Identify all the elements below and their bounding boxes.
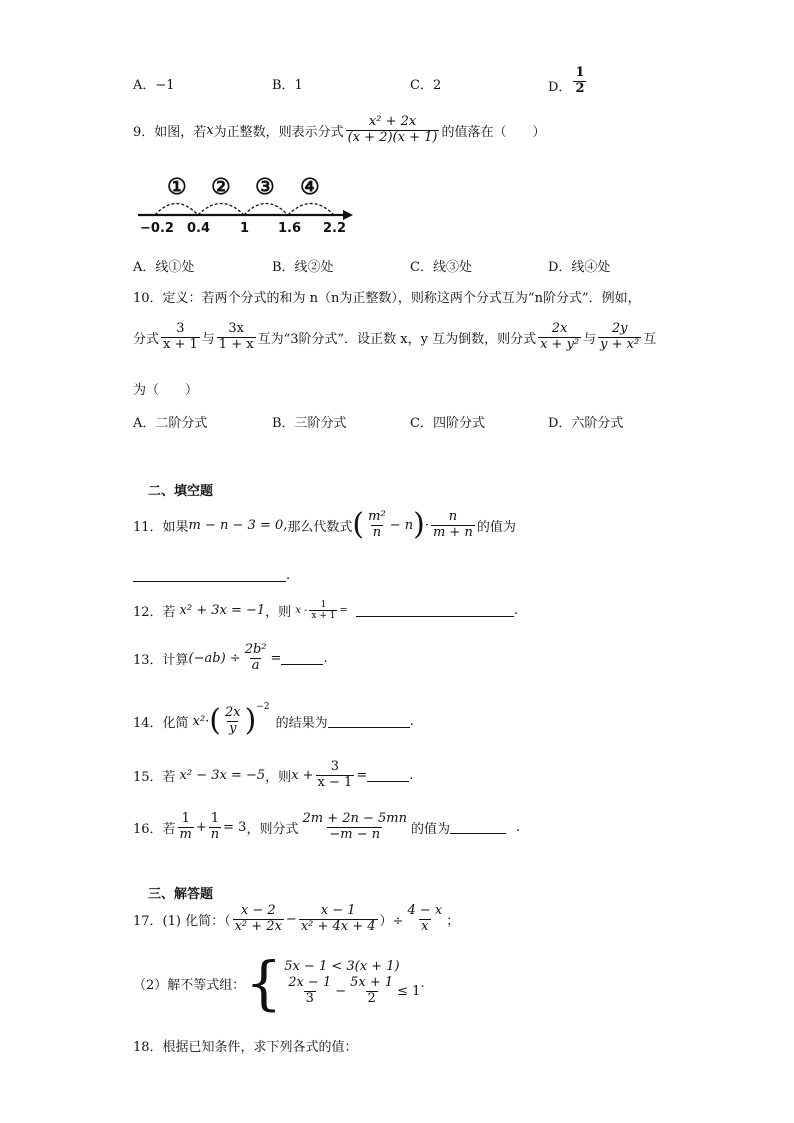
q12-question: 12．若 x² + 3x = −1 ，则 x - $\frac{1}{x + 1}$ = .	[133, 600, 518, 622]
q9-option-d: D．线④处	[548, 260, 611, 275]
q9-option-b: B．线②处	[272, 260, 334, 275]
inequality-system: 5x − 1 < 3(x + 1) $\frac{2x - 1}{3}$ − $\frac{5x + 1}{2}$ ≤ 1	[284, 959, 421, 1006]
circle-label-2: ②	[211, 174, 231, 200]
q8-d-fraction: $\frac{1}{2}$	[575, 65, 585, 96]
q11-question: 11．如果 m − n − 3 = 0, 那么代数式 ( $\frac{\text{m²}}{n}$ − n ) · $\frac{n}{m + n}$ 的值为	[133, 507, 516, 543]
q10-line-3: 为（ ）	[133, 383, 199, 398]
arc-2	[198, 204, 244, 216]
axis-arrow	[343, 210, 353, 220]
q11-answer-line: .	[133, 568, 290, 583]
q13-question: 13．计算 (−ab) ÷ $\frac{\text{2b²}}{a}$ = .	[133, 642, 328, 673]
q10-option-c: C．四阶分式	[410, 416, 485, 431]
q14-question: 14．化简 x²· ( $\frac{2x}{y}$ ) −2 的结果为 .	[133, 702, 414, 739]
arc-4	[288, 204, 334, 216]
number-line-figure	[133, 172, 358, 242]
q8-option-c: C．2	[410, 78, 442, 93]
q10-option-d: D．六阶分式	[548, 416, 624, 431]
q10-option-a: A．二阶分式	[133, 416, 208, 431]
q9-question: 9．如图，若 x 为正整数，则表示分式 $\frac{\text{x² + 2x}}{(x + 2)(x + 1)}$ 的值落在（ ）	[133, 114, 546, 145]
system-brace: {	[245, 949, 283, 1017]
q17-part-2: （2）解不等式组： { 5x − 1 < 3(x + 1) $\frac{2x - 1}{3}$ − $\frac{5x + 1}{2}$ ≤ 1 .	[133, 949, 425, 1017]
q8-option-a: A．−1	[133, 78, 175, 93]
tick-label: 0.4	[187, 221, 211, 236]
circle-label-4: ④	[300, 174, 320, 200]
q12-answer-blank[interactable]	[356, 604, 514, 617]
circle-label-1: ①	[167, 174, 187, 200]
q10-option-b: B．三阶分式	[272, 416, 347, 431]
arc-3	[244, 204, 288, 216]
q9-option-c: C．线③处	[410, 260, 472, 275]
q10-line-1: 10．定义：若两个分式的和为 n（n为正整数），则称这两个分式互为“n阶分式”．例如，	[133, 291, 641, 306]
q9-option-a: A．线①处	[133, 260, 195, 275]
tick-label: 2.2	[323, 221, 347, 236]
q15-question: 15．若 x² − 3x = −5 ，则 x + $\frac{3}{x - 1}$ = .	[133, 759, 414, 790]
q9-fraction: $\frac{\text{x² + 2x}}{(x + 2)(x + 1)}$	[347, 114, 438, 145]
tick-label: 1	[240, 221, 250, 236]
q13-answer-blank[interactable]	[281, 652, 323, 665]
q11-answer-blank[interactable]	[133, 569, 286, 582]
q8-option-b: B．1	[272, 78, 303, 93]
q15-answer-blank[interactable]	[367, 769, 409, 782]
tick-label: −0.2	[140, 221, 174, 236]
q14-answer-blank[interactable]	[328, 715, 410, 728]
q17-part-1: 17．(1) 化简：（ $\frac{x - 2}{\text{x² + 2x}}$ − $\frac{x - 1}{\text{x² + 4x + 4}}$ ）÷ $\frac{4 - x}{x}$ ；	[133, 903, 460, 934]
section-heading-solve: 三、解答题	[148, 887, 214, 902]
q8-option-d: D． $\frac{1}{2}$	[548, 65, 585, 96]
arc-1	[155, 204, 198, 216]
q18-question: 18．根据已知条件，求下列各式的值：	[133, 1040, 358, 1055]
circle-label-3: ③	[255, 174, 275, 200]
section-heading-fill-in: 二、填空题	[148, 484, 214, 499]
q16-answer-blank[interactable]	[450, 821, 506, 834]
q10-line-2: 分式 $\frac{3}{x + 1}$ 与 $\frac{3x}{1 + x}$ 互为“3阶分式”．设正数 x，y 互为倒数，则分式 $\frac{2x}{\text{x + y²}}$ 与 $\frac{2y}{\text{y + x²}}$ 互	[133, 321, 657, 352]
tick-label: 1.6	[278, 221, 302, 236]
q16-question: 16．若 $\frac{1}{m}$ + $\frac{1}{n}$ = 3 ，则分式 $\frac{2m + 2n - 5mn}{-m - n}$ 的值为 .	[133, 811, 521, 842]
